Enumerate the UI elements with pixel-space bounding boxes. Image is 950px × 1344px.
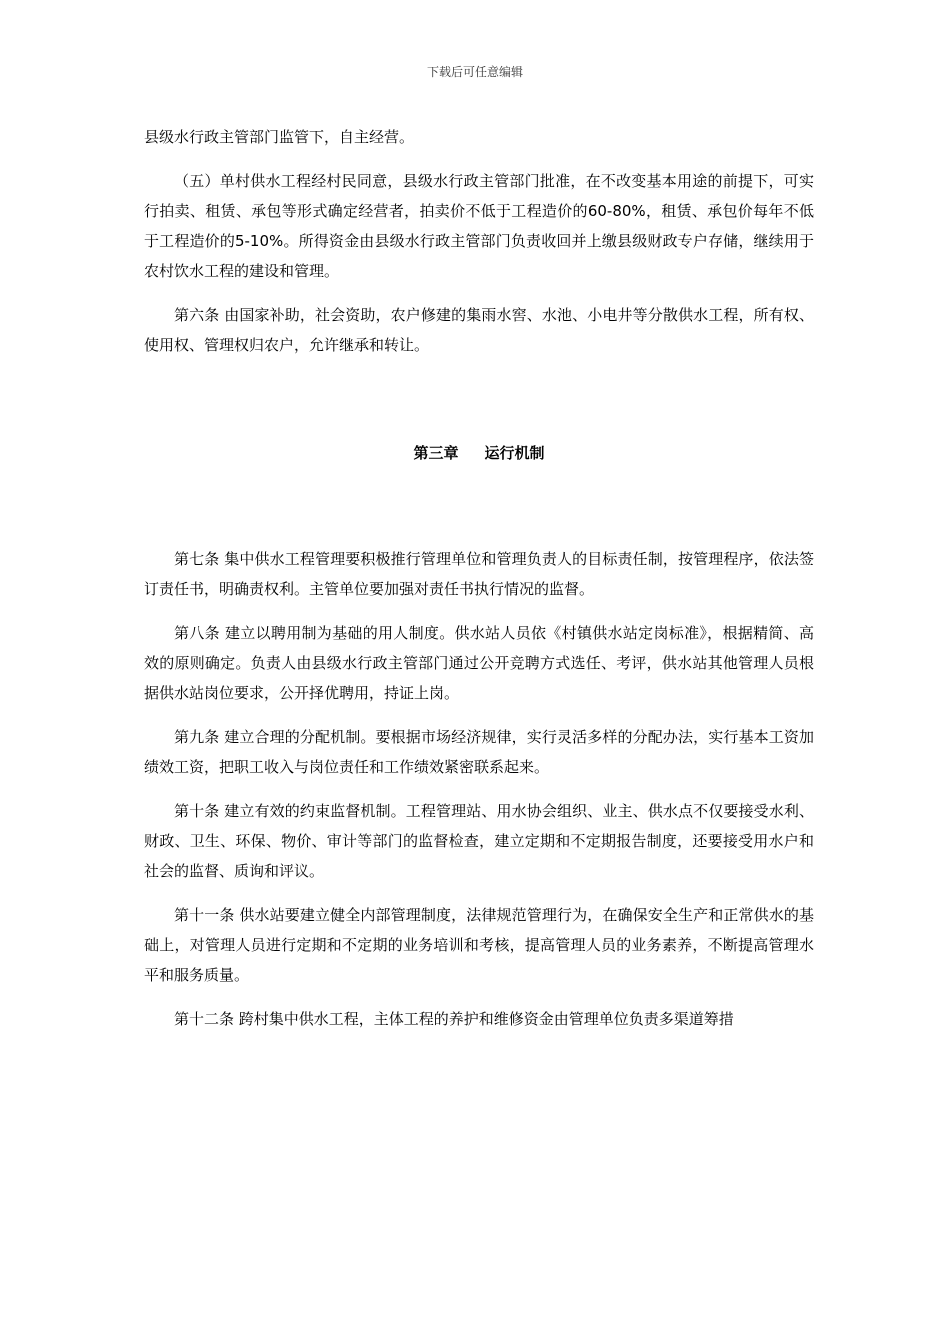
paragraph-item-five: （五）单村供水工程经村民同意，县级水行政主管部门批准，在不改变基本用途的前提下，可实行拍卖、租赁、承包等形式确定经营者，拍卖价不低于工程造价的60-80%，租赁、承包价每年不低于工程造价的5-10%。所得资金由县级水行政主管部门负责收回并上缴县级财政专户存储，继续用于农村饮水工程的建设和管理。 bbox=[144, 172, 814, 280]
paragraph-article-11: 第十一条 供水站要建立健全内部管理制度，法律规范管理行为，在确保安全生产和正常供水的基础上，对管理人员进行定期和不定期的业务培训和考核，提高管理人员的业务素养，不断提高管理水平和服务质量。 bbox=[144, 906, 814, 984]
paragraph-continuation: 县级水行政主管部门监管下，自主经营。 bbox=[144, 128, 415, 146]
paragraph-article-12: 第十二条 跨村集中供水工程，主体工程的养护和维修资金由管理单位负责多渠道筹措 bbox=[174, 1010, 734, 1028]
page-header: 下载后可任意编辑 bbox=[426, 65, 523, 79]
paragraph-article-10: 第十条 建立有效的约束监督机制。工程管理站、用水协会组织、业主、供水点不仅要接受水利、财政、卫生、环保、物价、审计等部门的监督检查，建立定期和不定期报告制度，还要接受用水户和社会的监督、质询和评议。 bbox=[144, 802, 814, 880]
paragraph-article-7: 第七条 集中供水工程管理要积极推行管理单位和管理负责人的目标责任制，按管理程序，依法签订责任书，明确责权利。主管单位要加强对责任书执行情况的监督。 bbox=[144, 550, 814, 598]
chapter-number: 第三章 bbox=[413, 444, 459, 462]
paragraph-article-8: 第八条 建立以聘用制为基础的用人制度。供水站人员依《村镇供水站定岗标准》，根据精简、高效的原则确定。负责人由县级水行政主管部门通过公开竞聘方式选任、考评，供水站其他管理人员根据供水站岗位要求，公开择优聘用，持证上岗。 bbox=[144, 624, 814, 702]
paragraph-article-9: 第九条 建立合理的分配机制。要根据市场经济规律，实行灵活多样的分配办法，实行基本工资加绩效工资，把职工收入与岗位责任和工作绩效紧密联系起来。 bbox=[144, 728, 814, 776]
chapter-title: 运行机制 bbox=[484, 444, 545, 462]
paragraph-article-6: 第六条 由国家补助，社会资助，农户修建的集雨水窖、水池、小电井等分散供水工程，所有权、使用权、管理权归农户，允许继承和转让。 bbox=[144, 306, 814, 354]
chapter-heading bbox=[144, 438, 814, 468]
document-body bbox=[144, 122, 814, 1034]
